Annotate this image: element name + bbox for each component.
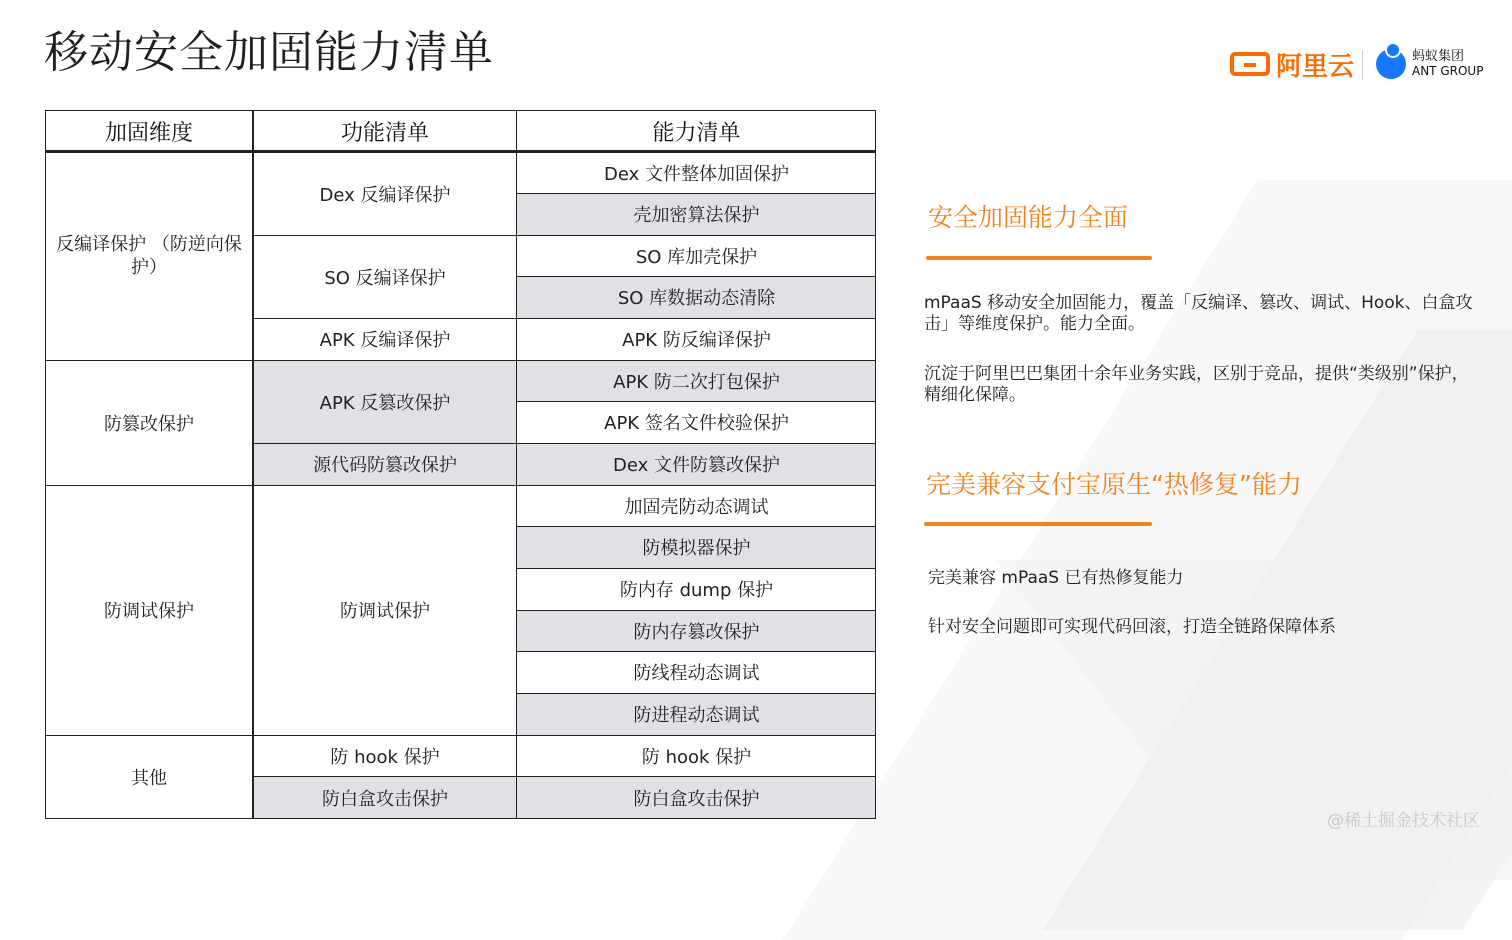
table-row-rule (253, 318, 876, 319)
section-paragraph: 完美兼容 mPaaS 已有热修复能力 (928, 568, 1184, 588)
capability-cell: 壳加密算法保护 (517, 193, 876, 235)
section-title: 安全加固能力全面 (928, 203, 1129, 232)
capability-cell: 加固壳防动态调试 (624, 496, 769, 518)
dimension-cell: 防调试保护 (104, 601, 194, 622)
section-underline (926, 256, 1152, 260)
capability-cell: 防进程动态调试 (517, 693, 876, 735)
capability-cell: APK 防二次打包保护 (517, 360, 876, 401)
section-paragraph: 沉淀于阿里巴巴集团十余年业务实践，区别于竞品，提供“类级别”保护，精细化保障。 (924, 364, 1469, 405)
capability-table (45, 110, 876, 819)
table-row-rule (517, 193, 876, 194)
feature-cell: APK 反篡改保护 (253, 360, 517, 443)
feature-cell: APK 反编译保护 (319, 330, 451, 351)
table-row-rule (45, 360, 876, 361)
capability-cell: Dex 文件整体加固保护 (604, 163, 789, 185)
table-row-rule (517, 651, 876, 652)
feature-cell: 防 hook 保护 (330, 746, 440, 768)
table-row-rule (517, 401, 876, 402)
capability-cell: 防模拟器保护 (517, 526, 876, 568)
section-paragraph: 针对安全问题即可实现代码回滚，打造全链路保障体系 (928, 617, 1336, 637)
table-header-cell: 功能清单 (340, 120, 429, 146)
table-header-cell: 加固维度 (104, 120, 193, 146)
table-row-rule (45, 485, 876, 486)
logo-divider (1362, 50, 1363, 80)
ant-group-logo (1376, 44, 1483, 84)
capability-cell: 防白盒攻击保护 (517, 776, 876, 819)
aliyun-logo-icon (1230, 52, 1270, 76)
capability-cell: SO 库数据动态清除 (517, 276, 876, 318)
ant-logo-icon (1376, 49, 1406, 79)
table-column-rule (252, 110, 254, 819)
table-header-cell: 能力清单 (652, 120, 741, 146)
feature-cell: 源代码防篡改保护 (253, 443, 517, 485)
capability-cell: Dex 文件防篡改保护 (517, 443, 876, 485)
table-row-rule (517, 693, 876, 694)
capability-cell: APK 防反编译保护 (622, 330, 771, 351)
table-border (45, 110, 46, 819)
table-border (875, 110, 876, 819)
table-row-rule (517, 568, 876, 569)
table-row-rule (253, 776, 876, 777)
dimension-cell: 反编译保护 （防逆向保护） (56, 234, 242, 278)
feature-cell: 防调试保护 (340, 601, 430, 622)
capability-cell: 防 hook 保护 (641, 746, 752, 768)
aliyun-logo-text: 阿里云 (1276, 51, 1355, 82)
aliyun-logo (1230, 44, 1354, 84)
table-row-rule (253, 235, 876, 236)
section-paragraph: mPaaS 移动安全加固能力，覆盖「反编译、篡改、调试、Hook、白盒攻击」等维度保护。能力全面。 (924, 293, 1473, 334)
feature-cell: 防白盒攻击保护 (253, 776, 517, 819)
table-row-rule (253, 443, 876, 444)
feature-cell: SO 反编译保护 (324, 267, 446, 289)
table-row-rule (517, 276, 876, 277)
watermark: @稀土掘金技术社区 (1327, 811, 1480, 831)
section-underline (924, 522, 1152, 526)
ant-logo-en: ANT GROUP (1412, 64, 1484, 78)
ant-logo-cn: 蚂蚁集团 (1412, 49, 1465, 64)
dimension-cell: 其他 (131, 768, 167, 789)
capability-cell: APK 签名文件校验保护 (604, 413, 789, 434)
page-title: 移动安全加固能力清单 (44, 27, 494, 78)
table-row-rule (517, 526, 876, 527)
capability-cell: SO 库加壳保护 (635, 246, 758, 268)
table-row-rule (45, 735, 876, 736)
table-border (45, 818, 876, 819)
dimension-cell: 防篡改保护 (104, 413, 194, 435)
table-header-rule (45, 150, 876, 153)
table-row-rule (517, 610, 876, 611)
section-title: 完美兼容支付宝原生“热修复”能力 (926, 470, 1302, 499)
feature-cell: Dex 反编译保护 (319, 184, 451, 206)
capability-cell: 防内存 dump 保护 (619, 580, 774, 601)
capability-cell: 防线程动态调试 (633, 663, 760, 684)
table-border (45, 110, 876, 111)
capability-cell: 防内存篡改保护 (517, 610, 876, 651)
table-column-rule (516, 110, 517, 819)
